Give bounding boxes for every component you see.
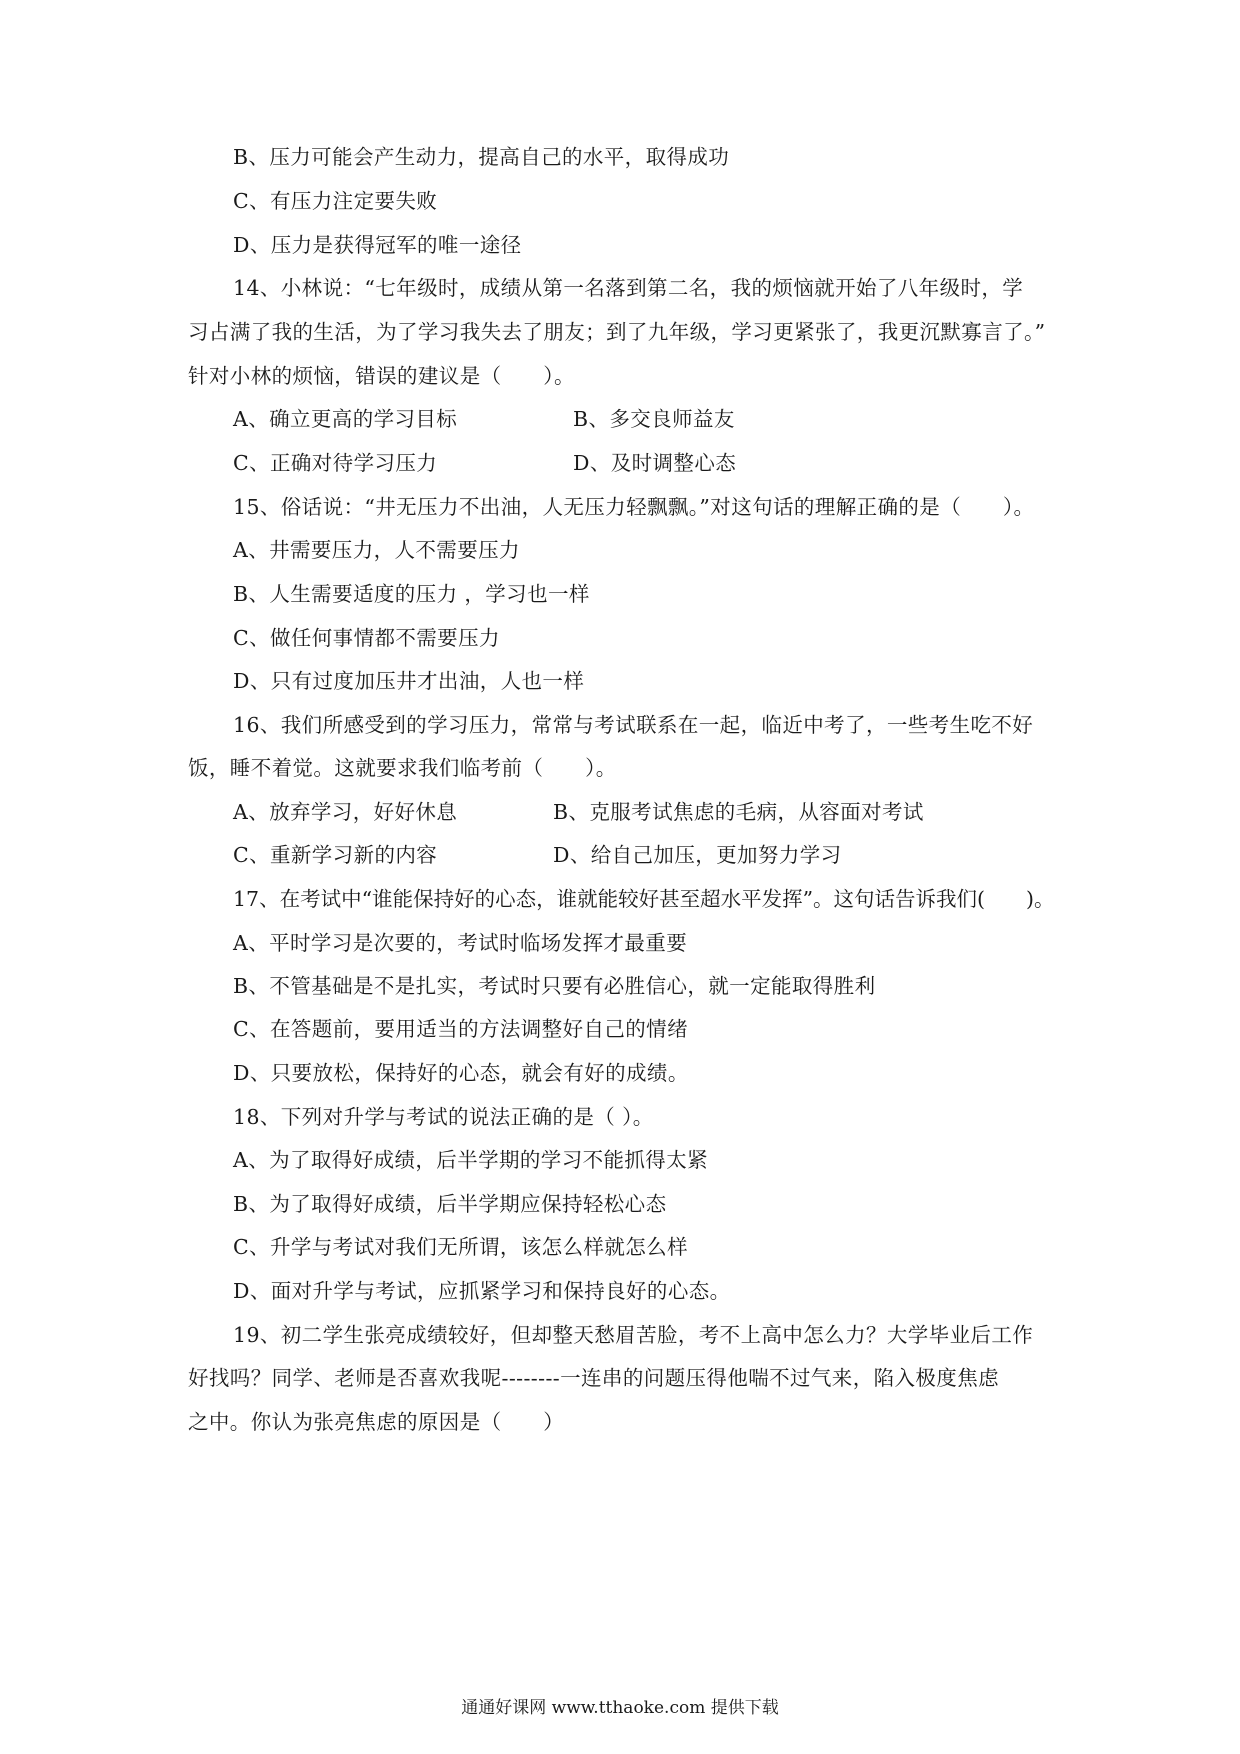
q15-option-c: C、做任何事情都不需要压力	[233, 626, 500, 650]
q17-option-c: C、在答题前，要用适当的方法调整好自己的情绪	[233, 1017, 688, 1041]
q14-option-d: D、及时调整心态	[573, 451, 737, 475]
q19-stem-line-1: 19、初二学生张亮成绩较好，但却整天愁眉苦脸，考不上高中怎么力？大学毕业后工作	[233, 1323, 1034, 1347]
q16-option-a: A、放弃学习，好好休息	[233, 800, 458, 824]
q17-option-d: D、只要放松，保持好的心态，就会有好的成绩。	[233, 1061, 689, 1085]
q17-stem: 17、在考试中“谁能保持好的心态，谁就能较好甚至超水平发挥”。这句话告诉我们( )。	[233, 887, 1055, 911]
q15-option-d: D、只有过度加压井才出油，人也一样	[233, 669, 585, 693]
q18-stem: 18、下列对升学与考试的说法正确的是（ ）。	[233, 1105, 654, 1129]
q16-option-c: C、重新学习新的内容	[233, 843, 438, 867]
q13-option-c: C、有压力注定要失败	[233, 189, 438, 213]
q17-option-b: B、不管基础是不是扎实，考试时只要有必胜信心，就一定能取得胜利	[233, 974, 876, 998]
q15-stem: 15、俗话说：“井无压力不出油，人无压力轻飘飘。”对这句话的理解正确的是（ ）。	[233, 495, 1035, 519]
q19-stem-line-3: 之中。你认为张亮焦虑的原因是（ ）	[188, 1410, 565, 1434]
q14-stem-line-3: 针对小林的烦恼，错误的建议是（ ）。	[188, 364, 575, 388]
q15-option-a: A、井需要压力，人不需要压力	[233, 538, 520, 562]
q16-option-d: D、给自己加压，更加努力学习	[553, 843, 842, 867]
q18-option-b: B、为了取得好成绩，后半学期应保持轻松心态	[233, 1192, 667, 1216]
q14-stem-line-2: 习占满了我的生活，为了学习我失去了朋友；到了九年级，学习更紧张了，我更沉默寡言了。”	[188, 320, 1046, 344]
q14-stem-line-1: 14、小林说：“七年级时，成绩从第一名落到第二名，我的烦恼就开始了八年级时，学	[233, 276, 1024, 300]
page-footer: 通通好课网 www.tthaoke.com 提供下载	[461, 1698, 779, 1718]
q19-stem-line-2: 好找吗？同学、老师是否喜欢我呢--------一连串的问题压得他喘不过气来，陷入极度焦虑	[188, 1366, 1000, 1390]
q13-option-b: B、压力可能会产生动力，提高自己的水平，取得成功	[233, 145, 730, 169]
q17-option-a: A、平时学习是次要的，考试时临场发挥才最重要	[233, 931, 688, 955]
q18-option-c: C、升学与考试对我们无所谓，该怎么样就怎么样	[233, 1235, 688, 1259]
q14-option-b: B、多交良师益友	[573, 407, 735, 431]
q13-option-d: D、压力是获得冠军的唯一途径	[233, 233, 522, 257]
q14-option-a: A、确立更高的学习目标	[233, 407, 458, 431]
q16-stem-line-2: 饭，睡不着觉。这就要求我们临考前（ ）。	[188, 756, 617, 780]
q16-option-b: B、克服考试焦虑的毛病，从容面对考试	[553, 800, 924, 824]
q18-option-d: D、面对升学与考试，应抓紧学习和保持良好的心态。	[233, 1279, 731, 1303]
q18-option-a: A、为了取得好成绩，后半学期的学习不能抓得太紧	[233, 1148, 709, 1172]
q15-option-b: B、人生需要适度的压力 ，学习也一样	[233, 582, 590, 606]
q14-option-c: C、正确对待学习压力	[233, 451, 438, 475]
q16-stem-line-1: 16、我们所感受到的学习压力，常常与考试联系在一起，临近中考了，一些考生吃不好	[233, 713, 1034, 737]
